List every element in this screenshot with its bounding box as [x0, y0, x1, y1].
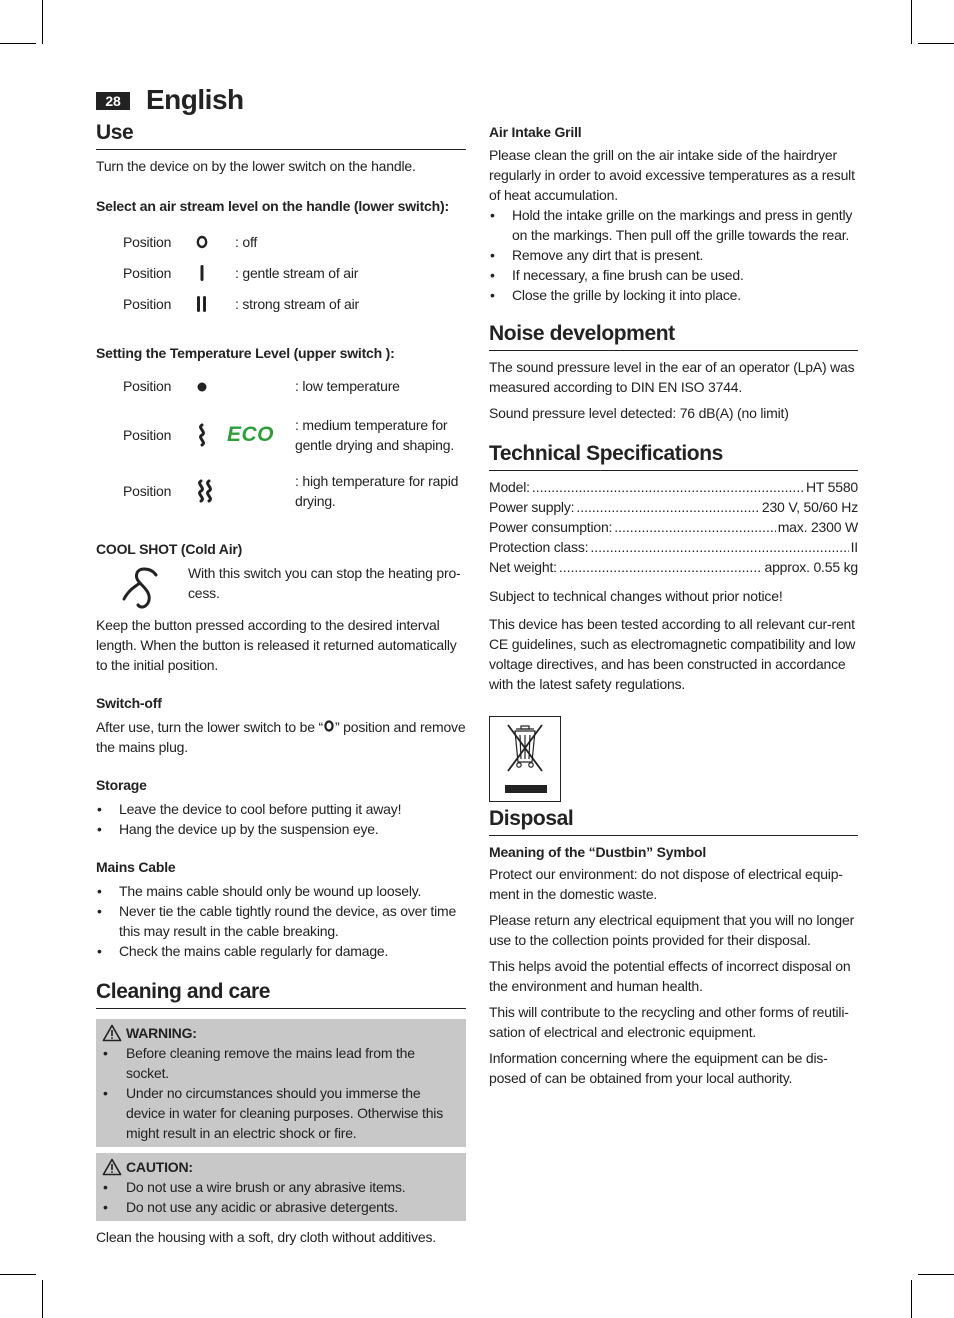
eco-label: ECO	[227, 423, 275, 446]
level-two-icon	[195, 294, 235, 314]
spec-row	[489, 497, 858, 517]
spec-dots	[559, 557, 763, 577]
spec-row	[489, 517, 858, 537]
list-item: • Do not use a wire brush or any abrasive items.	[102, 1177, 460, 1197]
position-label: Position	[123, 483, 172, 499]
right-column	[489, 122, 858, 1088]
disposal-subheading: Meaning of the “Dustbin” Symbol	[489, 844, 707, 860]
list-item: • Never tie the cable tightly round the device, as over time this may result in the cable breaking.	[96, 901, 466, 941]
off-switch-icon	[323, 719, 335, 733]
caution-box	[96, 1153, 466, 1221]
cleaning-closing: Clean the housing with a soft, dry cloth without additives.	[96, 1229, 436, 1245]
left-column	[96, 86, 466, 1247]
disposal-paragraph: This helps avoid the potential effects of incorrect disposal on the environment and human health.	[489, 958, 851, 994]
specs-note: Subject to technical changes without prior notice!	[489, 588, 783, 604]
airstream-row	[123, 257, 466, 288]
spec-key: Model:	[489, 479, 530, 495]
disposal-paragraph: Please return any electrical equipment that you will no longer use to the collection points provided for their disposal.	[489, 912, 855, 948]
mains-heading: Mains Cable	[96, 859, 176, 875]
list-item: • Do not use any acidic or abrasive detergents.	[102, 1197, 460, 1217]
airstream-table	[123, 226, 466, 319]
storage-heading: Storage	[96, 777, 147, 793]
position-label: Position	[123, 378, 172, 394]
noise-text-2: Sound pressure level detected: 76 dB(A) (no limit)	[489, 405, 789, 421]
switchoff-text	[96, 717, 466, 757]
temperature-row	[123, 373, 466, 399]
list-item: • Hold the intake grille on the markings and press in gently on the markings. Then pull off the grille towards the rear.	[489, 205, 858, 245]
crop-mark	[911, 0, 912, 44]
spec-dots	[576, 497, 760, 517]
cool-shot-icon	[96, 563, 188, 609]
single-wave-icon	[195, 423, 209, 447]
specs-compliance: This device has been tested according to all relevant cur-rent CE guidelines, such as electromagnetic compatibility and low voltage directives, and has been constructed in accordance with the latest safety regulations.	[489, 616, 856, 692]
position-label: Position	[123, 295, 172, 312]
off-switch-icon	[195, 234, 235, 250]
disposal-paragraph: This will contribute to the recycling and other forms of reutili-sation of electrical and electronic equipment.	[489, 1004, 849, 1040]
warning-triangle-icon	[102, 1158, 122, 1176]
crop-mark	[42, 0, 43, 44]
switchoff-text-after: ” position and remove the mains plug.	[96, 719, 466, 755]
specs-table	[489, 477, 858, 577]
crop-mark	[42, 1280, 43, 1318]
crop-mark	[911, 1280, 912, 1318]
crop-mark	[918, 43, 954, 44]
airstream-heading: Select an air stream level on the handle (lower switch):	[96, 198, 449, 214]
position-text: : off	[235, 233, 258, 250]
spec-key: Power supply:	[489, 499, 575, 515]
spec-value: II	[850, 539, 858, 555]
airintake-list	[489, 205, 858, 305]
position-text: : low temperature	[295, 378, 400, 394]
switchoff-heading: Switch-off	[96, 695, 162, 711]
list-item: • Close the grille by locking it into place.	[489, 285, 858, 305]
list-item: • Remove any dirt that is present.	[489, 245, 858, 265]
level-one-icon	[195, 263, 235, 283]
coolshot-heading: COOL SHOT (Cold Air)	[96, 541, 243, 557]
caution-heading	[102, 1157, 460, 1177]
spec-row	[489, 557, 858, 577]
switchoff-text-before: After use, turn the lower switch to be “	[96, 719, 323, 735]
spec-row	[489, 477, 858, 497]
spec-key: Protection class:	[489, 539, 589, 555]
position-text: : strong stream of air	[235, 295, 359, 312]
position-text: : medium temperature for gentle drying and shaping.	[295, 417, 455, 453]
crossed-out-dustbin-icon	[489, 716, 561, 802]
spec-value: max. 2300 W	[777, 519, 858, 535]
list-item: • Before cleaning remove the mains lead from the socket.	[102, 1043, 460, 1083]
spec-dots	[590, 537, 848, 557]
dot-icon	[195, 379, 295, 393]
warning-list	[102, 1043, 460, 1143]
spec-key: Net weight:	[489, 559, 557, 575]
language-title: English	[146, 84, 244, 115]
position-text: : gentle stream of air	[235, 264, 359, 281]
cleaning-title: Cleaning and care	[96, 979, 466, 1009]
disposal-title: Disposal	[489, 806, 858, 836]
list-item: • If necessary, a fine brush can be used.	[489, 265, 858, 285]
position-text: : high temperature for rapid drying.	[295, 473, 459, 509]
noise-title: Noise development	[489, 321, 858, 351]
warning-triangle-icon	[102, 1024, 122, 1042]
position-label: Position	[123, 264, 172, 281]
spec-row	[489, 537, 858, 557]
mains-list	[96, 881, 466, 961]
disposal-paragraph: Protect our environment: do not dispose of electrical equip-ment in the domestic waste.	[489, 866, 843, 902]
airstream-row	[123, 226, 466, 257]
warning-heading-text: WARNING:	[126, 1025, 197, 1041]
coolshot-text: With this switch you can stop the heating pro-cess.	[188, 565, 461, 601]
crop-mark	[0, 1274, 36, 1275]
temperature-symbol	[195, 423, 295, 447]
list-item: • Leave the device to cool before putting it away!	[96, 799, 466, 819]
double-wave-icon	[195, 479, 295, 503]
position-label: Position	[123, 427, 172, 443]
noise-text-1: The sound pressure level in the ear of an operator (LpA) was measured according to DIN EN ISO 3744.	[489, 359, 855, 395]
use-intro: Turn the device on by the lower switch on the handle.	[96, 158, 416, 174]
position-label: Position	[123, 233, 172, 250]
disposal-paragraph: Information concerning where the equipment can be dis-posed of can be obtained from your local authority.	[489, 1050, 828, 1086]
list-item: • Check the mains cable regularly for damage.	[96, 941, 466, 961]
caution-heading-text: CAUTION:	[126, 1159, 193, 1175]
use-title: Use	[96, 120, 466, 150]
spec-value: HT 5580	[805, 479, 858, 495]
airintake-heading: Air Intake Grill	[489, 124, 582, 140]
spec-key: Power consumption:	[489, 519, 613, 535]
storage-list	[96, 799, 466, 839]
warning-heading	[102, 1023, 460, 1043]
crop-mark	[918, 1274, 954, 1275]
spec-value: 230 V, 50/60 Hz	[761, 499, 858, 515]
airintake-text: Please clean the grill on the air intake side of the hairdryer regularly in order to avoid excessive temperatures as a result of heat accumulation.	[489, 147, 855, 203]
page-number: 28	[96, 92, 130, 110]
specs-title: Technical Specifications	[489, 441, 858, 471]
spec-value: approx. 0.55 kg	[764, 559, 858, 575]
list-item: • Under no circumstances should you immerse the device in water for cleaning purposes. Otherwise this might result in an electric shock or fire.	[102, 1083, 460, 1143]
crop-mark	[0, 43, 36, 44]
list-item: • Hang the device up by the suspension eye.	[96, 819, 466, 839]
caution-list	[102, 1177, 460, 1217]
temperature-table	[123, 373, 466, 515]
temperature-heading: Setting the Temperature Level (upper switch ):	[96, 345, 395, 361]
page-header	[96, 86, 466, 120]
coolshot-text-2: Keep the button pressed according to the desired interval length. When the button is released it returned automatically to the initial position.	[96, 617, 457, 673]
warning-box	[96, 1019, 466, 1147]
airstream-row	[123, 288, 466, 319]
spec-dots	[614, 517, 775, 537]
temperature-row	[123, 407, 466, 463]
spec-dots	[532, 477, 804, 497]
coolshot-block	[96, 563, 466, 609]
list-item: • The mains cable should only be wound up loosely.	[96, 881, 466, 901]
temperature-row	[123, 467, 466, 515]
